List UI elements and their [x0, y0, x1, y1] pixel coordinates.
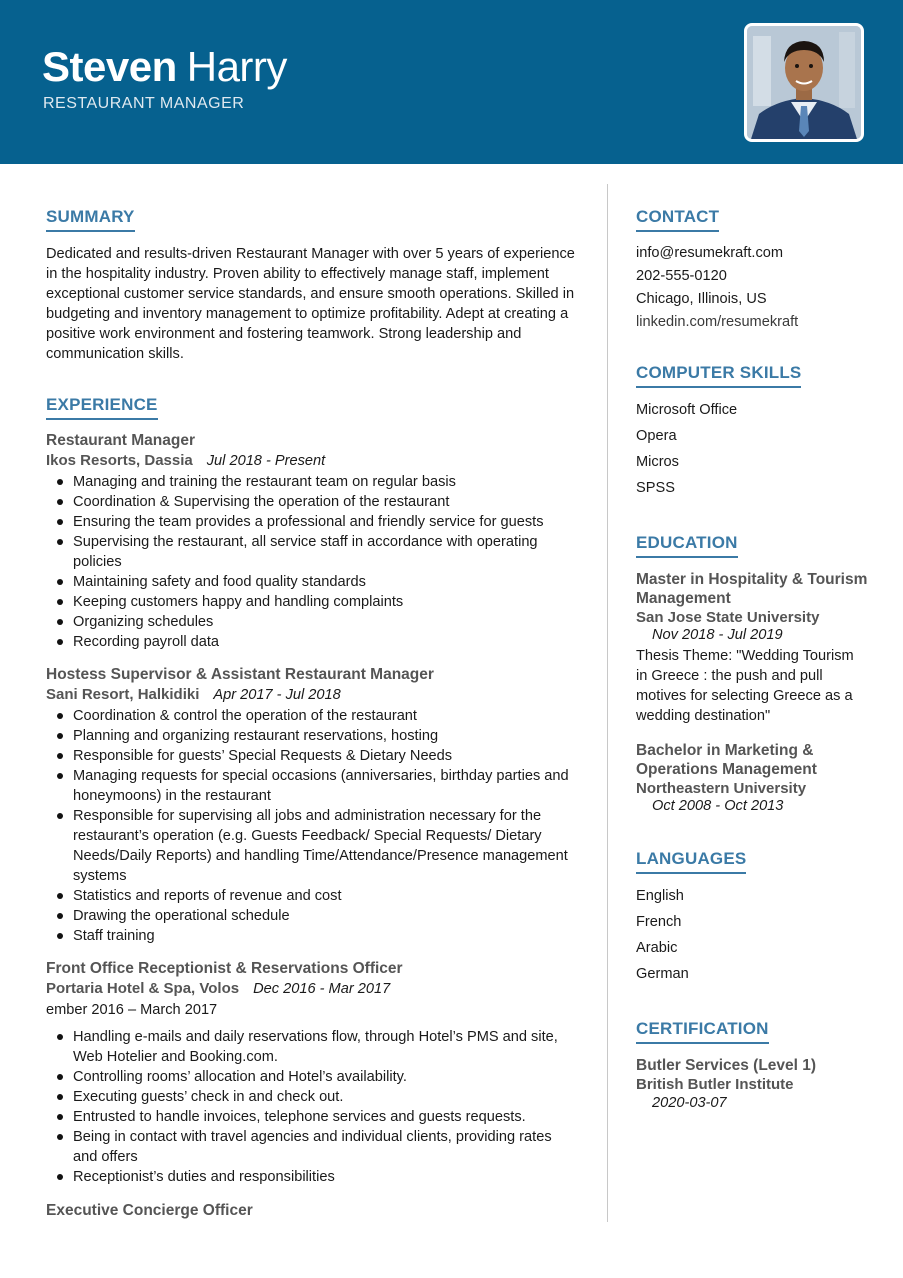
- list-item: Keeping customers happy and handling complaints: [46, 592, 576, 612]
- heading-underline: [46, 418, 158, 420]
- contact-heading-text: CONTACT: [636, 207, 720, 226]
- employer-name: Sani Resort, Halkidiki: [46, 686, 200, 703]
- heading-underline: [636, 1042, 769, 1044]
- list-item: Opera: [636, 428, 677, 444]
- list-item: Managing requests for special occasions (anniversaries, birthday parties and honeymoons) in the restaurant: [46, 766, 576, 806]
- heading-underline: [636, 230, 719, 232]
- list-item: Organizing schedules: [46, 612, 576, 632]
- job-title: Front Office Receptionist & Reservations Officer: [46, 960, 403, 977]
- list-item: Micros: [636, 454, 679, 470]
- computer-skills-heading: [636, 363, 801, 388]
- list-item: Being in contact with travel agencies and individual clients, providing rates and offers: [46, 1127, 576, 1167]
- resume-header: [0, 0, 903, 164]
- contact-heading: [636, 207, 719, 232]
- list-item: Coordination & control the operation of the restaurant: [46, 706, 576, 726]
- job-date-note: ember 2016 – March 2017: [46, 1002, 218, 1018]
- contact-location: Chicago, Illinois, US: [636, 291, 767, 307]
- list-item: Executing guests’ check in and check out.: [46, 1087, 576, 1107]
- list-item: Managing and training the restaurant team on regular basis: [46, 472, 576, 492]
- list-item: Receptionist’s duties and responsibilities: [46, 1167, 576, 1187]
- computer-skills-list: [636, 400, 876, 504]
- job-title-heading: RESTAURANT MANAGER: [43, 95, 245, 112]
- education-heading: [636, 533, 738, 558]
- certification-issuer: British Butler Institute: [636, 1076, 794, 1093]
- candidate-name: [42, 43, 287, 91]
- job-dates: Jul 2018 - Present: [206, 453, 326, 469]
- list-item: Arabic: [636, 940, 678, 956]
- list-item: Drawing the operational schedule: [46, 906, 576, 926]
- languages-heading: [636, 849, 746, 874]
- languages-list: [636, 886, 876, 990]
- school-name: San Jose State University: [636, 609, 820, 626]
- list-item: Ensuring the team provides a professional and friendly service for guests: [46, 512, 576, 532]
- list-item: Handling e-mails and daily reservations flow, through Hotel’s PMS and site, Web Hotelier and Booking.com.: [46, 1027, 576, 1067]
- heading-underline: [636, 386, 801, 388]
- job-bullets: [46, 706, 576, 946]
- job-employer: [46, 686, 341, 703]
- experience-heading-text: EXPERIENCE: [46, 395, 158, 414]
- certification-title: Butler Services (Level 1): [636, 1057, 817, 1074]
- list-item: Entrusted to handle invoices, telephone services and guests requests.: [46, 1107, 576, 1127]
- languages-heading-text: LANGUAGES: [636, 849, 747, 868]
- last-name: Harry: [186, 43, 287, 90]
- job-bullets: [46, 472, 576, 652]
- first-name: Steven: [42, 43, 177, 90]
- contact-email[interactable]: info@resumekraft.com: [636, 245, 784, 261]
- list-item: Responsible for guests’ Special Requests & Dietary Needs: [46, 746, 576, 766]
- list-item: German: [636, 966, 689, 982]
- profile-photo: [744, 23, 864, 142]
- list-item: French: [636, 914, 682, 930]
- job-employer: [46, 452, 325, 469]
- certification-date: 2020-03-07: [652, 1095, 727, 1111]
- job-title: Restaurant Manager: [46, 432, 196, 449]
- column-divider: [607, 184, 608, 1222]
- education-dates: Nov 2018 - Jul 2019: [652, 627, 783, 643]
- list-item: Maintaining safety and food quality standards: [46, 572, 576, 592]
- list-item: Statistics and reports of revenue and cost: [46, 886, 576, 906]
- list-item: English: [636, 888, 684, 904]
- list-item: Planning and organizing restaurant reservations, hosting: [46, 726, 576, 746]
- degree-title: Master in Hospitality & Tourism Management: [636, 571, 868, 607]
- summary-heading: [46, 207, 135, 232]
- heading-underline: [46, 230, 135, 232]
- summary-text: Dedicated and results-driven Restaurant Manager with over 5 years of experience in the hospitality industry. Proven ability to effectively manage staff, implement exceptional customer service standards, and ensure smooth operations. Skilled in budgeting and inventory management to optimize profitability. Adept at creating a positive work environment and fostering teamwork. Strong leadership and communication skills.: [46, 246, 575, 362]
- job-employer: [46, 980, 390, 997]
- experience-heading: [46, 395, 158, 420]
- person-portrait-icon: [747, 26, 861, 139]
- summary-heading-text: SUMMARY: [46, 207, 135, 226]
- school-name: Northeastern University: [636, 780, 807, 797]
- certification-heading-text: CERTIFICATION: [636, 1019, 769, 1038]
- list-item: Staff training: [46, 926, 576, 946]
- contact-linkedin[interactable]: linkedin.com/resumekraft: [636, 314, 799, 330]
- job-title: Executive Concierge Officer: [46, 1202, 253, 1219]
- list-item: Supervising the restaurant, all service staff in accordance with operating policies: [46, 532, 576, 572]
- job-dates: Apr 2017 - Jul 2018: [213, 687, 341, 703]
- list-item: Recording payroll data: [46, 632, 576, 652]
- thesis-note: Thesis Theme: "Wedding Tourism in Greece : the push and pull motives for selecting Greece as a wedding destination": [636, 648, 854, 724]
- job-bullets: [46, 1027, 576, 1187]
- degree-title: Bachelor in Marketing & Operations Management: [636, 742, 817, 778]
- heading-underline: [636, 556, 738, 558]
- list-item: Responsible for supervising all jobs and administration necessary for the restaurant’s operation (e.g. Guests Feedback/ Special Requests/ Dietary Needs/Daily Reports) and handling Time/Attendance/Presence management systems: [46, 806, 576, 886]
- contact-list: [636, 243, 876, 335]
- list-item: SPSS: [636, 480, 675, 496]
- list-item: Controlling rooms’ allocation and Hotel’s availability.: [46, 1067, 576, 1087]
- list-item: Coordination & Supervising the operation of the restaurant: [46, 492, 576, 512]
- list-item: Microsoft Office: [636, 402, 738, 418]
- employer-name: Portaria Hotel & Spa, Volos: [46, 980, 240, 997]
- education-dates: Oct 2008 - Oct 2013: [652, 798, 784, 814]
- job-dates: Dec 2016 - Mar 2017: [253, 981, 391, 997]
- education-heading-text: EDUCATION: [636, 533, 738, 552]
- job-title: Hostess Supervisor & Assistant Restaurant Manager: [46, 666, 434, 683]
- certification-heading: [636, 1019, 769, 1044]
- contact-phone: 202-555-0120: [636, 268, 727, 284]
- heading-underline: [636, 872, 746, 874]
- computer-skills-heading-text: COMPUTER SKILLS: [636, 363, 802, 382]
- employer-name: Ikos Resorts, Dassia: [46, 452, 193, 469]
